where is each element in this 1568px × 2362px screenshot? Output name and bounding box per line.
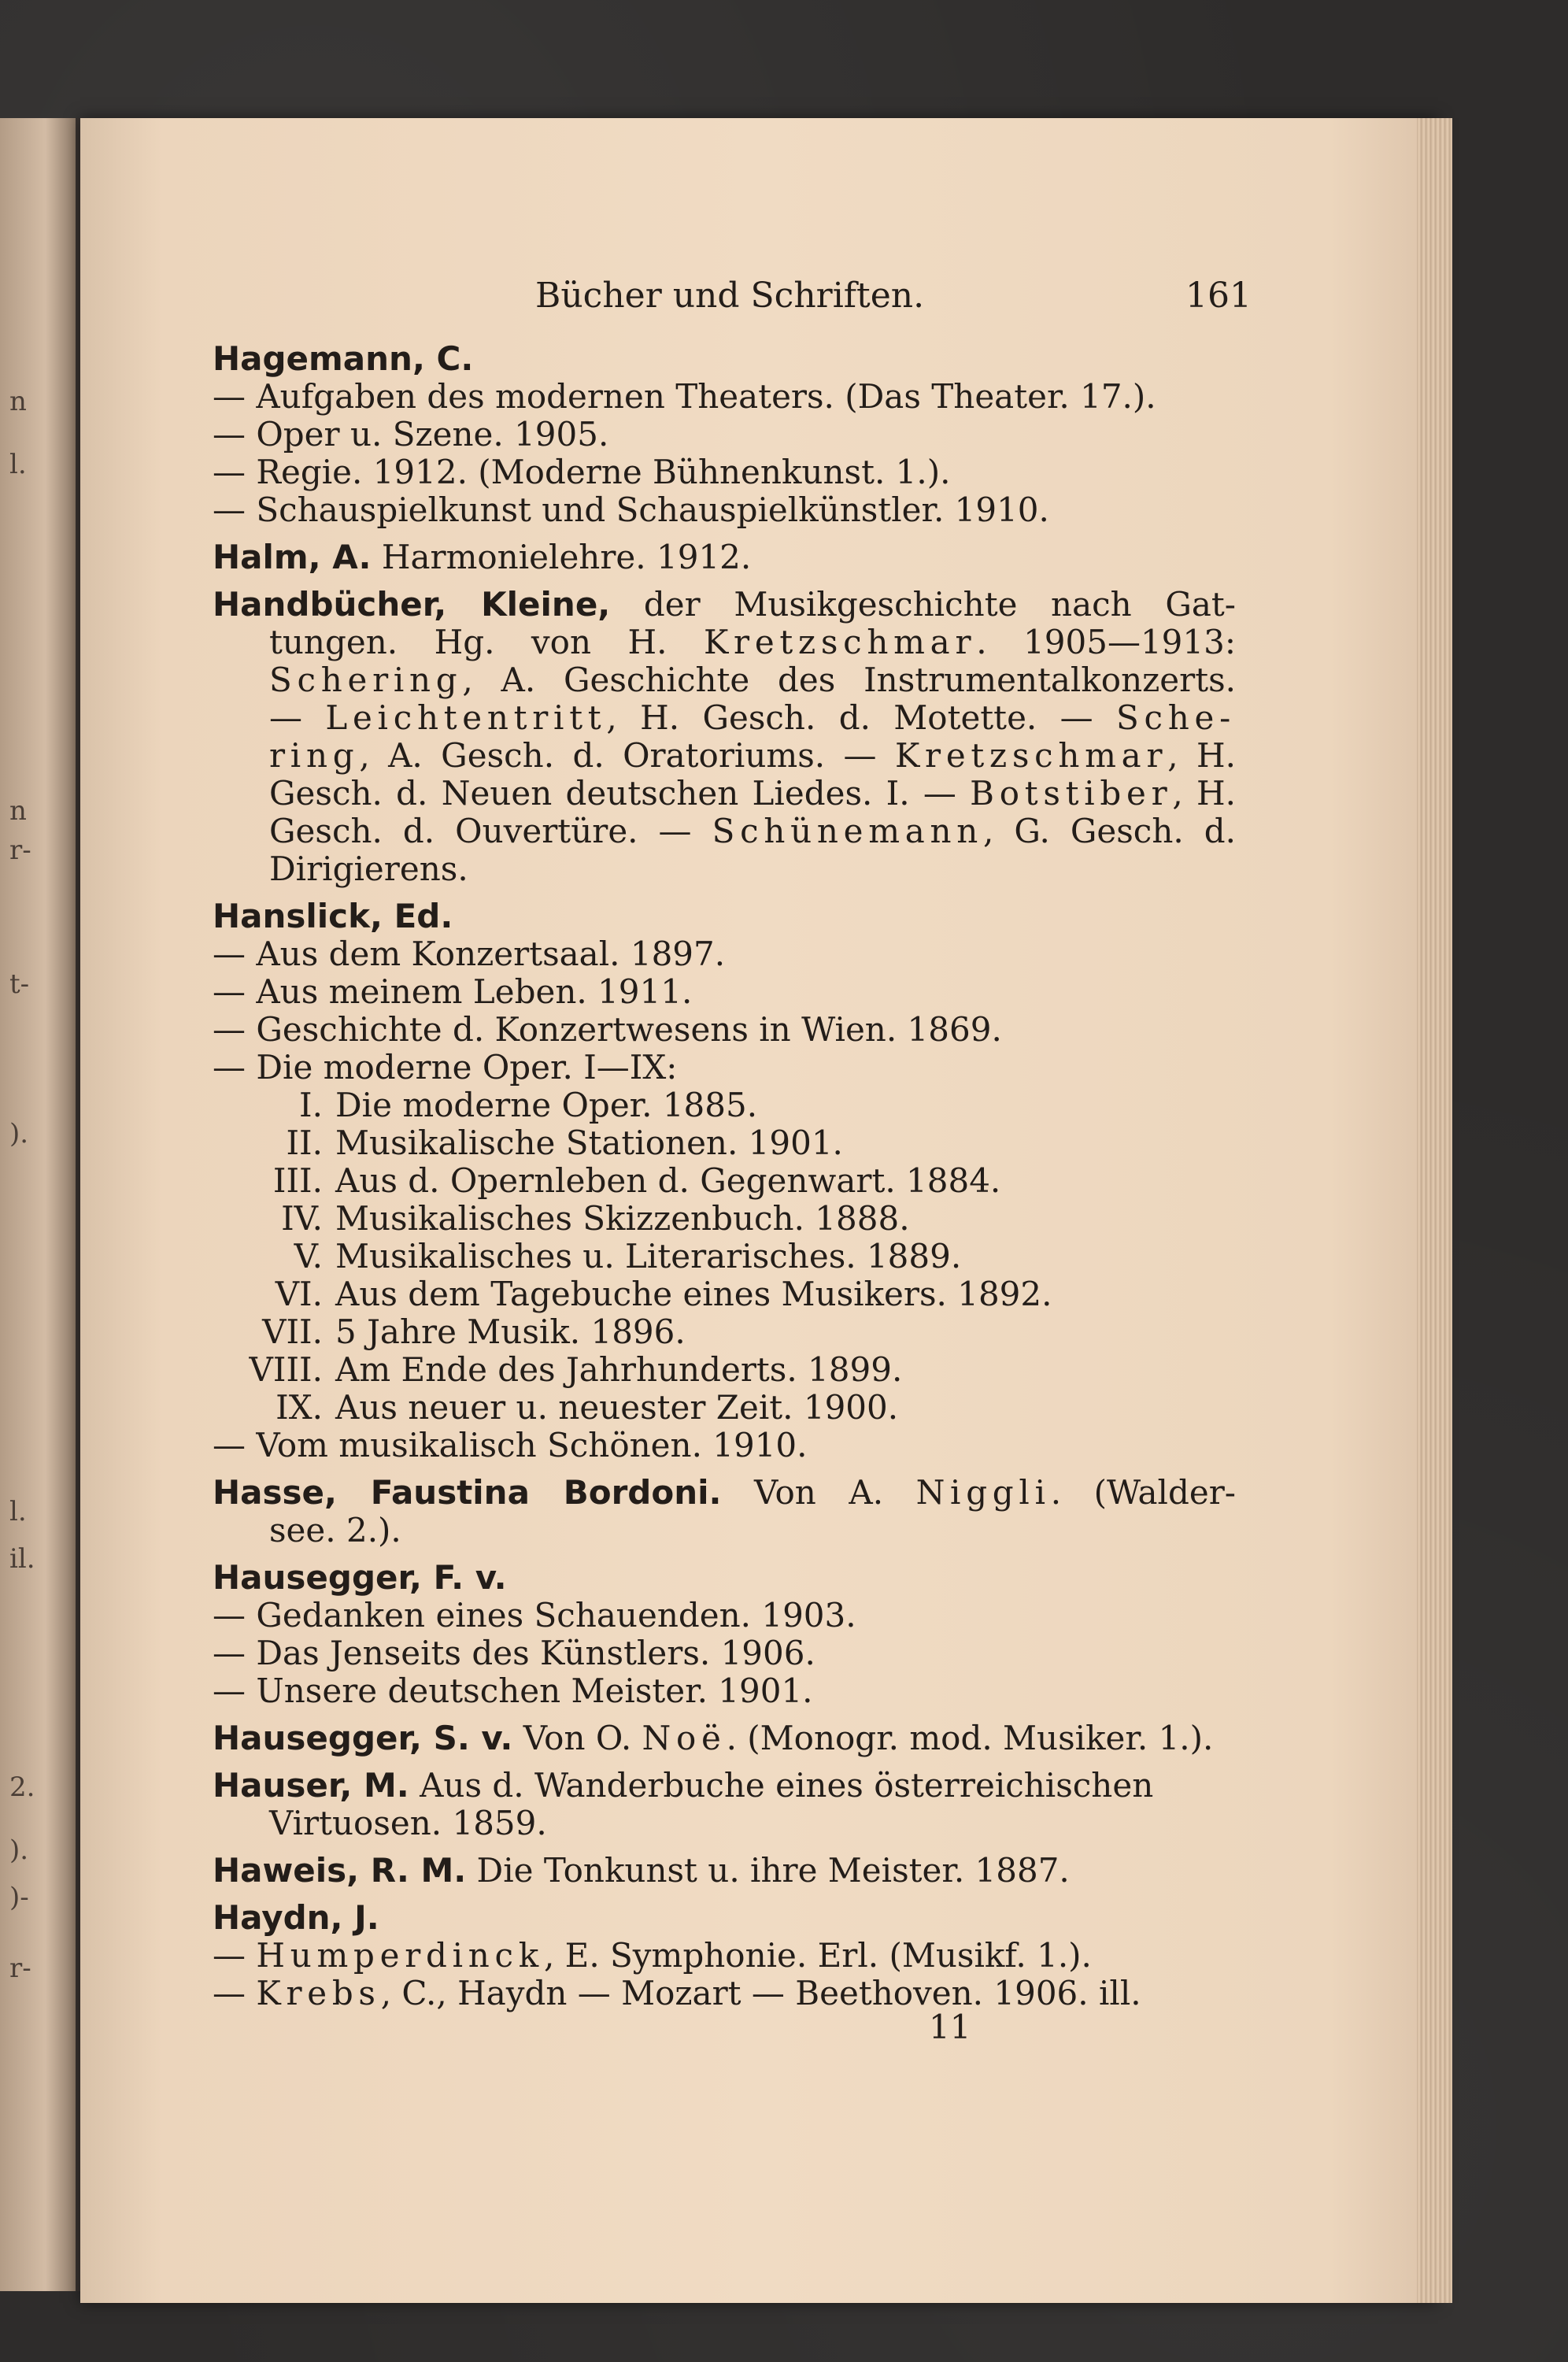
volume-title: 5 Jahre Musik. 1896. bbox=[335, 1312, 686, 1351]
volume-row bbox=[213, 1275, 1236, 1313]
margin-fragment: n bbox=[9, 386, 27, 417]
entry-text: , H. bbox=[1172, 774, 1236, 813]
volume-number: VIII. bbox=[249, 1350, 323, 1389]
margin-fragment: t- bbox=[9, 968, 30, 1000]
running-header bbox=[213, 268, 1252, 331]
author-name: ring bbox=[269, 736, 360, 775]
volume-number: V. bbox=[294, 1237, 323, 1275]
entry-heading: Handbücher, Kleine, bbox=[213, 585, 611, 624]
margin-fragment: )- bbox=[9, 1882, 29, 1913]
entry-text: — bbox=[213, 1936, 257, 1975]
previous-page-edge bbox=[0, 118, 80, 2291]
volume-title: Aus d. Opernleben d. Gegenwart. 1884. bbox=[335, 1161, 1001, 1200]
entry-hasse bbox=[213, 1474, 1236, 1549]
entry-line bbox=[213, 775, 1236, 813]
volume-row bbox=[213, 1162, 1236, 1200]
margin-fragment: il. bbox=[9, 1543, 35, 1575]
margin-fragment: n bbox=[9, 795, 27, 827]
entry-text: Von A. bbox=[721, 1473, 916, 1512]
entry-line bbox=[213, 1975, 1236, 2012]
author-name: Niggli bbox=[915, 1473, 1051, 1512]
page-number: 161 bbox=[1185, 276, 1252, 316]
entry-hausegger-f bbox=[213, 1559, 1236, 1710]
entry-line: — Aus meinem Leben. 1911. bbox=[213, 972, 693, 1011]
entry-text: . (Walder- bbox=[1050, 1473, 1236, 1512]
margin-fragment: l. bbox=[9, 1496, 27, 1527]
entry-line bbox=[213, 1720, 1236, 1757]
author-name: Kretzschmar bbox=[894, 736, 1168, 775]
entry-line: Virtuosen. 1859. bbox=[269, 1804, 547, 1842]
entry-text: Von O. bbox=[512, 1719, 642, 1757]
entry-heading: Hasse, Faustina Bordoni. bbox=[213, 1473, 722, 1512]
page-text bbox=[213, 268, 1252, 2012]
volume-row bbox=[213, 1389, 1236, 1427]
volume-title: Musikalisches Skizzenbuch. 1888. bbox=[335, 1199, 910, 1238]
entry-line bbox=[213, 661, 1236, 699]
volume-number: VI. bbox=[275, 1275, 323, 1313]
entry-text: , E. Symphonie. Erl. (Musikf. 1.). bbox=[543, 1936, 1092, 1975]
signature-mark: 11 bbox=[929, 2008, 971, 2046]
volume-row bbox=[213, 1238, 1236, 1275]
entry-text: . 1905—1913: bbox=[976, 623, 1236, 661]
entry-line: — Aufgaben des modernen Theaters. (Das Theater. 17.). bbox=[213, 377, 1156, 416]
volume-title: Aus dem Tagebuche eines Musikers. 1892. bbox=[335, 1275, 1052, 1313]
entry-text: Die Tonkunst u. ihre Meister. 1887. bbox=[466, 1851, 1070, 1890]
entry-line bbox=[213, 539, 1236, 576]
author-name: Botstiber bbox=[970, 774, 1173, 813]
entry-line: Dirigierens. bbox=[269, 850, 468, 888]
entry-hanslick bbox=[213, 898, 1236, 1464]
author-name: Krebs bbox=[256, 1974, 381, 2012]
volume-row bbox=[213, 1313, 1236, 1351]
running-title: Bücher und Schriften. bbox=[535, 276, 925, 316]
entry-text: , A. Geschichte des Instrumentalkonzerts. bbox=[462, 661, 1236, 699]
entry-hauser bbox=[213, 1767, 1236, 1842]
entry-line: — Unsere deutschen Meister. 1901. bbox=[213, 1672, 813, 1710]
volume-row bbox=[213, 1087, 1236, 1124]
volume-title: Musikalische Stationen. 1901. bbox=[335, 1124, 843, 1162]
entry-heading: Haweis, R. M. bbox=[213, 1851, 467, 1890]
entry-line bbox=[213, 813, 1236, 850]
volume-row bbox=[213, 1351, 1236, 1389]
entry-text: Aus d. Wanderbuche eines österreichischen bbox=[409, 1766, 1154, 1805]
author-name: Noë bbox=[642, 1719, 727, 1757]
entry-line bbox=[213, 699, 1236, 737]
entry-line bbox=[213, 624, 1236, 661]
author-name: Schünemann bbox=[712, 812, 984, 850]
entry-text: Gesch. d. Neuen deutschen Liedes. I. — bbox=[269, 774, 971, 813]
entry-line: — Oper u. Szene. 1905. bbox=[213, 415, 609, 454]
entry-line: — Regie. 1912. (Moderne Bühnenkunst. 1.). bbox=[213, 453, 951, 491]
entry-line: — Das Jenseits des Künstlers. 1906. bbox=[213, 1634, 815, 1672]
entry-text: — bbox=[269, 698, 326, 737]
volume-row bbox=[213, 1124, 1236, 1162]
entry-line: — Gedanken eines Schauenden. 1903. bbox=[213, 1596, 856, 1635]
entry-heading: Hausegger, S. v. bbox=[213, 1719, 513, 1757]
entry-heading: Haydn, J. bbox=[213, 1898, 379, 1937]
entry-line: see. 2.). bbox=[269, 1511, 401, 1549]
entry-line bbox=[213, 1852, 1236, 1890]
volume-number: II. bbox=[286, 1124, 323, 1162]
volume-number: I. bbox=[299, 1086, 323, 1124]
entry-text: . (Monogr. mod. Musiker. 1.). bbox=[726, 1719, 1214, 1757]
entry-haydn bbox=[213, 1899, 1236, 2012]
volume-title: Musikalisches u. Literarisches. 1889. bbox=[335, 1237, 962, 1275]
volume-number: III. bbox=[272, 1161, 323, 1200]
entry-line bbox=[213, 737, 1236, 775]
author-name: Humperdinck bbox=[256, 1936, 544, 1975]
page-stack-edge bbox=[1417, 118, 1452, 2303]
entry-text: , H. Gesch. d. Motette. — bbox=[606, 698, 1116, 737]
entry-line bbox=[213, 586, 1236, 624]
margin-fragment: ). bbox=[9, 1834, 29, 1866]
entry-haweis bbox=[213, 1852, 1236, 1890]
entry-handbuecher bbox=[213, 586, 1236, 888]
volume-row bbox=[213, 1200, 1236, 1238]
entry-hausegger-s bbox=[213, 1720, 1236, 1757]
margin-fragment: ). bbox=[9, 1118, 29, 1150]
author-name: Sche- bbox=[1115, 698, 1236, 737]
margin-fragment: 2. bbox=[9, 1772, 35, 1803]
entry-hagemann bbox=[213, 340, 1236, 529]
entry-halm bbox=[213, 539, 1236, 576]
entry-heading: Hagemann, C. bbox=[213, 339, 474, 378]
entry-text: , G. Gesch. d. bbox=[983, 812, 1236, 850]
entry-line bbox=[213, 1767, 1236, 1805]
volume-title: Die moderne Oper. 1885. bbox=[335, 1086, 758, 1124]
author-name: Kretzschmar bbox=[703, 623, 977, 661]
entry-heading: Hauser, M. bbox=[213, 1766, 409, 1805]
entry-line bbox=[213, 1474, 1236, 1512]
entry-line: — Aus dem Konzertsaal. 1897. bbox=[213, 935, 726, 973]
entry-line: — Die moderne Oper. I—IX: bbox=[213, 1048, 678, 1087]
volume-number: VII. bbox=[262, 1312, 323, 1351]
margin-fragment: l. bbox=[9, 449, 27, 480]
author-name: Schering bbox=[269, 661, 463, 699]
entry-text: , A. Gesch. d. Oratoriums. — bbox=[359, 736, 895, 775]
volume-title: Aus neuer u. neuester Zeit. 1900. bbox=[335, 1388, 899, 1427]
entry-line bbox=[213, 1937, 1236, 1975]
margin-fragment: r- bbox=[9, 835, 31, 866]
entry-heading: Halm, A. bbox=[213, 538, 372, 576]
entry-text: , C., Haydn — Mozart — Beethoven. 1906. ill. bbox=[380, 1974, 1141, 2012]
author-name: Leichtentritt bbox=[325, 698, 607, 737]
entry-text: , H. bbox=[1167, 736, 1236, 775]
entry-text: Gesch. d. Ouvertüre. — bbox=[269, 812, 712, 850]
entry-text: Harmonielehre. 1912. bbox=[371, 538, 752, 576]
entry-heading: Hausegger, F. v. bbox=[213, 1558, 507, 1597]
entry-text: tungen. Hg. von H. bbox=[269, 623, 704, 661]
entry-line: — Schauspielkunst und Schauspielkünstler. 1910. bbox=[213, 491, 1049, 529]
entry-line: — Vom musikalisch Schönen. 1910. bbox=[213, 1426, 808, 1464]
margin-fragment: r- bbox=[9, 1953, 31, 1984]
volume-number: IV. bbox=[281, 1199, 323, 1238]
entry-heading: Hanslick, Ed. bbox=[213, 897, 453, 935]
volume-number: IX. bbox=[276, 1388, 323, 1427]
volume-title: Am Ende des Jahrhunderts. 1899. bbox=[335, 1350, 903, 1389]
entry-text: — bbox=[213, 1974, 257, 2012]
entry-text: der Musikgeschichte nach Gat- bbox=[610, 585, 1236, 624]
entry-line: — Geschichte d. Konzertwesens in Wien. 1869. bbox=[213, 1010, 1002, 1049]
